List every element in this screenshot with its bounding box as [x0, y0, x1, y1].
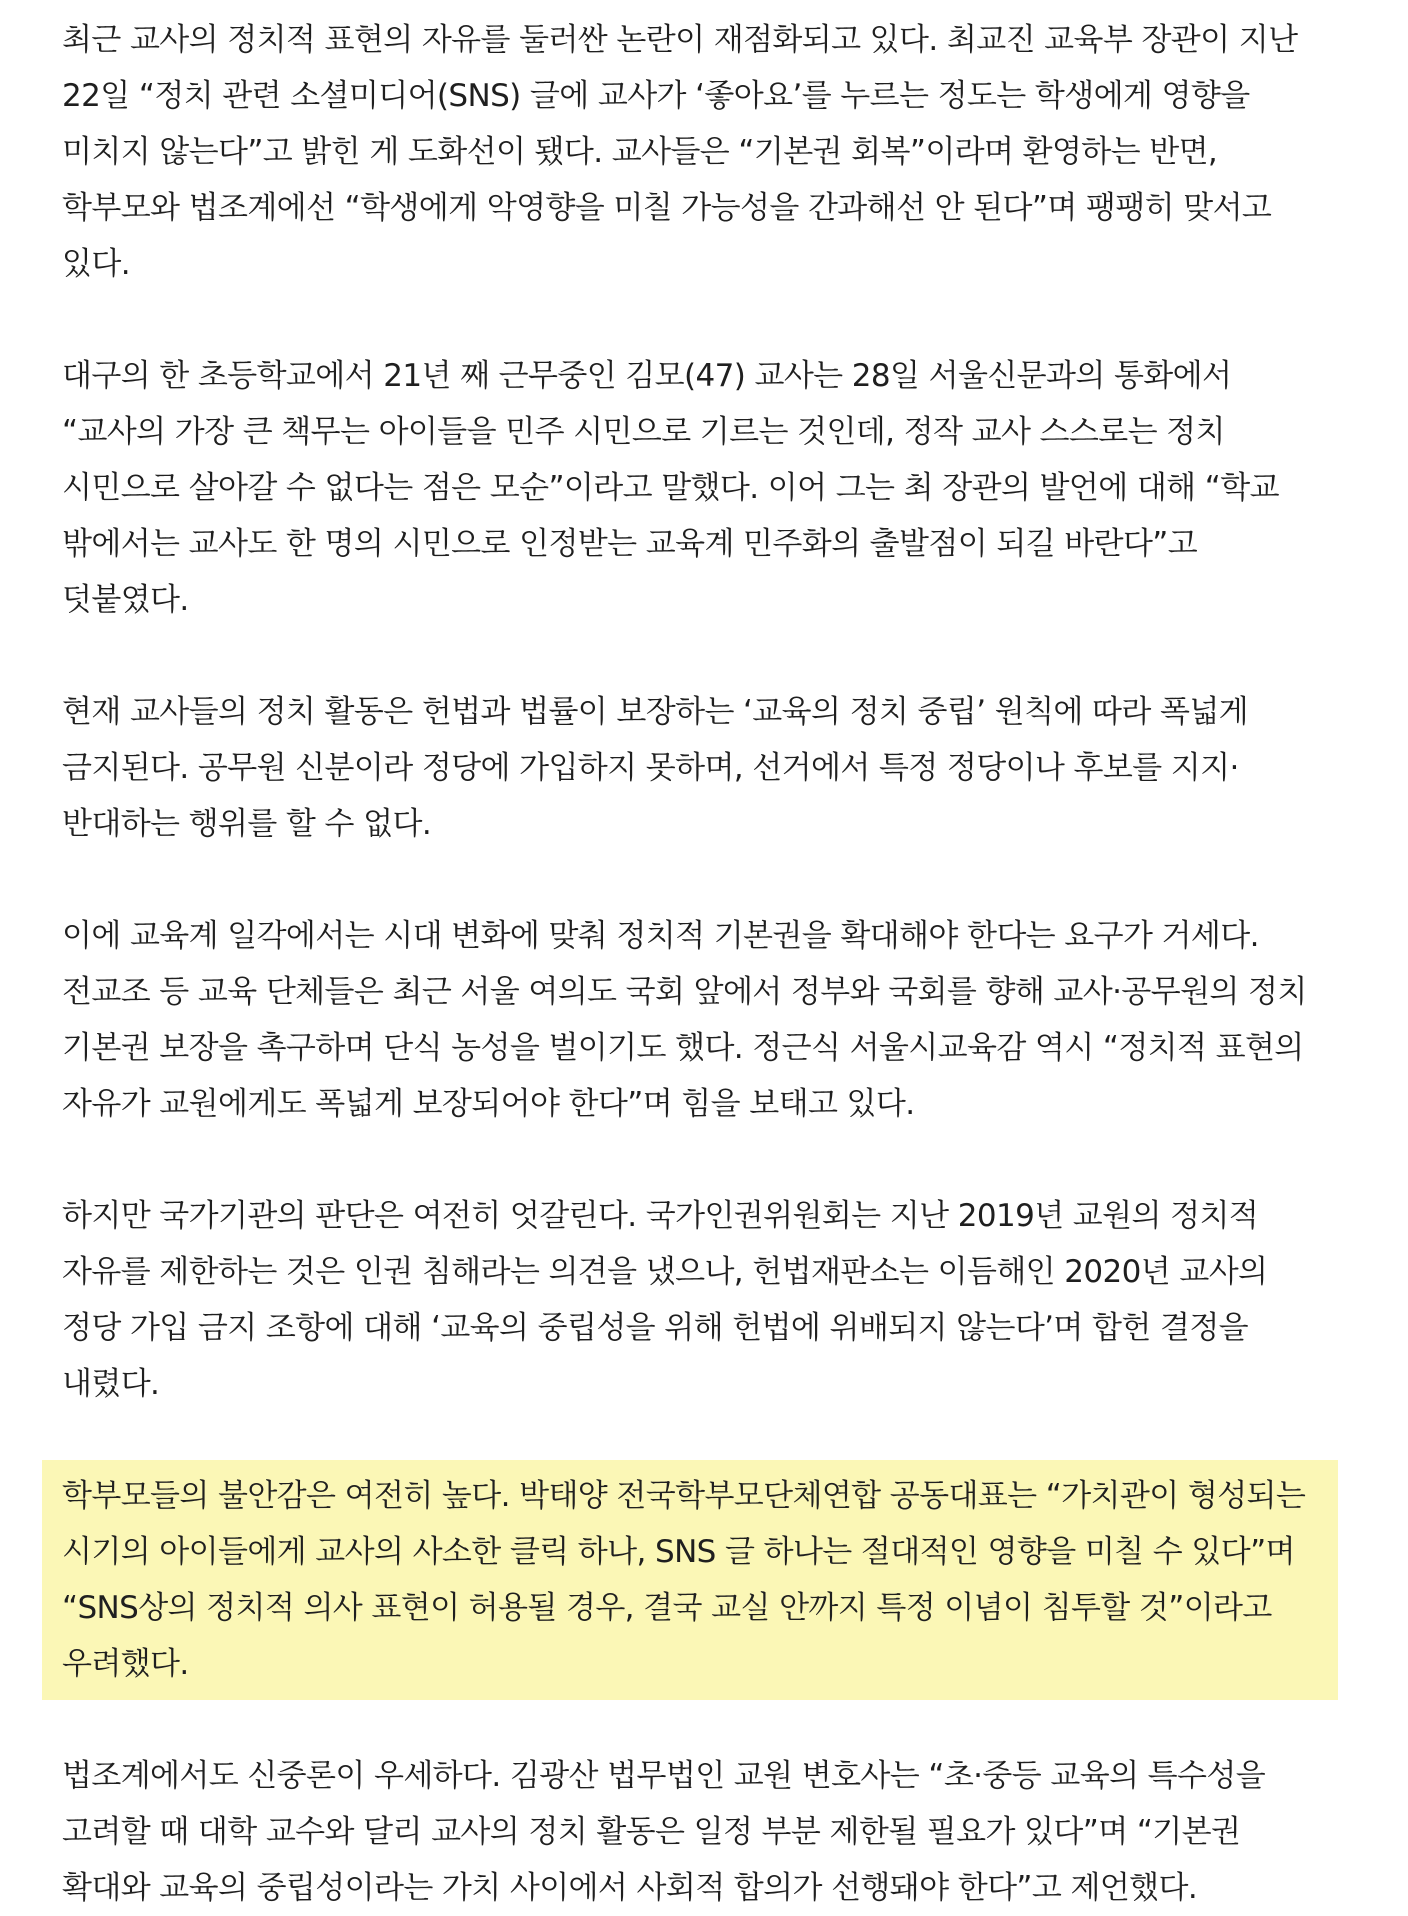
paragraph-5: 하지만 국가기관의 판단은 여전히 엇갈린다. 국가인권위원회는 지난 2019년 교원의 정치적 자유를 제한하는 것은 인권 침해라는 의견을 냈으나, 헌법재판소는 이듬해인 2020년 교사의 정당 가입 금지 조항에 대해 ‘교육의 중립성을 위해 헌법에 위배되지 않는다’며 합헌 결정을 내렸다.: [62, 1198, 1268, 1402]
paragraph-3: 현재 교사들의 정치 활동은 헌법과 법률이 보장하는 ‘교육의 정치 중립’ 원칙에 따라 폭넓게 금지된다. 공무원 신분이라 정당에 가입하지 못하며, 선거에서 특정 정당이나 후보를 지지·반대하는 행위를 할 수 없다.: [62, 694, 1249, 842]
paragraph-1: 최근 교사의 정치적 표현의 자유를 둘러싼 논란이 재점화되고 있다. 최교진 교육부 장관이 지난 22일 “정치 관련 소셜미디어(SNS) 글에 교사가 ‘좋아요’를 누르는 정도는 학생에게 영향을 미치지 않는다”고 밝힌 게 도화선이 됐다. 교사들은 “기본권 회복”이라며 환영하는 반면, 학부모와 법조계에선 “학생에게 악영향을 미칠 가능성을 간과해선 안 된다”며 팽팽히 맞서고 있다.: [62, 22, 1298, 282]
article-body: [62, 12, 1330, 1916]
paragraph-2: 대구의 한 초등학교에서 21년 째 근무중인 김모(47) 교사는 28일 서울신문과의 통화에서 “교사의 가장 큰 책무는 아이들을 민주 시민으로 기르는 것인데, 정작 교사 스스로는 정치 시민으로 살아갈 수 없다는 점은 모순”이라고 말했다. 이어 그는 최 장관의 발언에 대해 “학교 밖에서는 교사도 한 명의 시민으로 인정받는 교육계 민주화의 출발점이 되길 바란다”고 덧붙였다.: [62, 358, 1279, 618]
paragraph-7: 법조계에서도 신중론이 우세하다. 김광산 법무법인 교원 변호사는 “초·중등 교육의 특수성을 고려할 때 대학 교수와 달리 교사의 정치 활동은 일정 부분 제한될 필요가 있다”며 “기본권 확대와 교육의 중립성이라는 가치 사이에서 사회적 합의가 선행돼야 한다”고 제언했다.: [62, 1758, 1266, 1906]
paragraph-4: 이에 교육계 일각에서는 시대 변화에 맞춰 정치적 기본권을 확대해야 한다는 요구가 거세다. 전교조 등 교육 단체들은 최근 서울 여의도 국회 앞에서 정부와 국회를 향해 교사·공무원의 정치 기본권 보장을 촉구하며 단식 농성을 벌이기도 했다. 정근식 서울시교육감 역시 “정치적 표현의 자유가 교원에게도 폭넓게 보장되어야 한다”며 힘을 보태고 있다.: [62, 918, 1307, 1122]
highlighted-paragraph: 학부모들의 불안감은 여전히 높다. 박태양 전국학부모단체연합 공동대표는 “가치관이 형성되는 시기의 아이들에게 교사의 사소한 클릭 하나, SNS 글 하나는 절대적인 영향을 미칠 수 있다”며 “SNS상의 정치적 의사 표현이 허용될 경우, 결국 교실 안까지 특정 이념이 침투할 것”이라고 우려했다.: [42, 1460, 1338, 1700]
